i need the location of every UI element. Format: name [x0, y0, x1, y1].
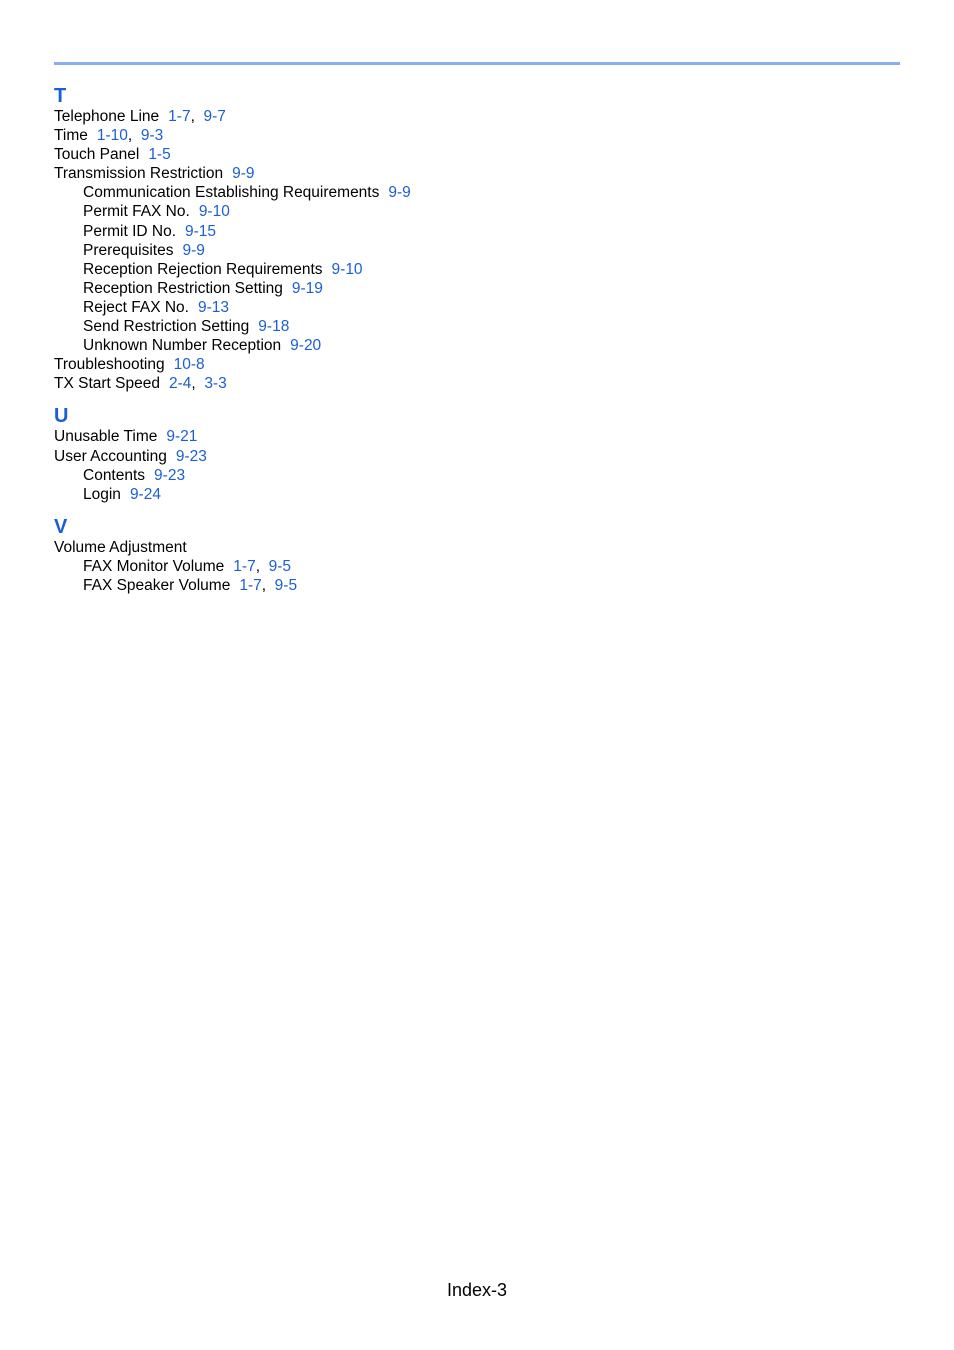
index-entry [54, 447, 900, 466]
index-entry [54, 107, 900, 126]
page-ref-separator: , [261, 576, 275, 594]
entry-term: Unusable Time [54, 428, 158, 446]
entry-term: Touch Panel [54, 146, 140, 164]
section-letter: V [54, 515, 68, 538]
entry-term: Communication Establishing Requirements [83, 184, 380, 202]
entry-term: Reception Restriction Setting [83, 279, 283, 297]
page-ref-separator: , [190, 108, 204, 125]
header-rule [54, 62, 900, 65]
page-ref-separator: , [127, 127, 141, 145]
entry-term: Telephone Line [54, 108, 160, 125]
index-subentry [54, 466, 900, 485]
index-subentry [54, 222, 900, 241]
index-subentry [54, 260, 900, 279]
entry-term: Reject FAX No. [83, 298, 189, 316]
entry-term: Transmission Restriction [54, 165, 224, 183]
entry-term: Contents [83, 466, 146, 484]
page-ref-link[interactable]: 9-9 [182, 241, 205, 259]
index-section-u [54, 406, 900, 503]
page-ref-link[interactable]: 3-3 [204, 375, 227, 393]
page-ref-link[interactable]: 9-19 [291, 279, 323, 297]
index-subentry [54, 279, 900, 298]
page-ref-link[interactable]: 2-4 [168, 375, 192, 393]
entry-term: User Accounting [54, 447, 167, 465]
entry-term: Time [54, 127, 88, 145]
page-ref-link[interactable]: 1-7 [239, 576, 262, 594]
page-refs [239, 577, 297, 594]
page-ref-link[interactable]: 9-15 [185, 222, 217, 240]
index-section-t [54, 86, 900, 393]
page-refs [388, 184, 410, 201]
page-refs [154, 467, 185, 484]
page-refs [258, 318, 289, 335]
page-ref-link[interactable]: 9-24 [129, 485, 161, 503]
page-refs [182, 242, 204, 259]
index-list [54, 86, 900, 608]
page-refs [198, 299, 229, 316]
page-ref-link[interactable]: 1-7 [233, 557, 256, 575]
entry-term: Permit ID No. [83, 222, 177, 240]
page-number: Index-3 [446, 1280, 508, 1300]
page-ref-link[interactable]: 10-8 [173, 356, 205, 374]
page-ref-link[interactable]: 9-5 [274, 576, 298, 594]
index-subentry [54, 485, 900, 504]
page-ref-link[interactable]: 9-5 [268, 557, 292, 575]
page-refs [174, 356, 205, 373]
page-refs [199, 203, 230, 220]
page-ref-link[interactable]: 9-10 [331, 260, 363, 278]
page-refs [233, 558, 291, 575]
entry-term: Reception Rejection Requirements [83, 260, 323, 278]
page-refs [148, 146, 170, 163]
page-refs [292, 280, 323, 297]
index-subentry [54, 298, 900, 317]
page-refs [166, 428, 197, 445]
index-section-v [54, 517, 900, 595]
index-subentry [54, 336, 900, 355]
page-ref-link[interactable]: 9-10 [198, 203, 230, 221]
page-refs [290, 337, 321, 354]
entry-term: FAX Speaker Volume [83, 576, 231, 594]
page-ref-link[interactable]: 9-23 [154, 466, 186, 484]
page-ref-link[interactable]: 9-3 [140, 127, 164, 145]
page-refs [185, 223, 216, 240]
page-ref-link[interactable]: 9-18 [258, 318, 290, 336]
entry-term: Volume Adjustment [54, 538, 187, 556]
entry-term: Troubleshooting [54, 356, 165, 374]
page-refs [168, 108, 226, 125]
page-ref-separator: , [255, 557, 269, 575]
page-refs [130, 486, 161, 503]
page-ref-link[interactable]: 9-7 [203, 108, 226, 125]
page-ref-link[interactable]: 9-9 [232, 165, 255, 183]
page-refs [176, 448, 207, 465]
page-refs [169, 375, 227, 392]
page-ref-link[interactable]: 9-9 [388, 184, 411, 202]
section-letter: U [54, 405, 69, 428]
section-letter: T [54, 85, 67, 107]
index-entry [54, 164, 900, 183]
index-subentry [54, 202, 900, 221]
page-ref-link[interactable]: 9-23 [175, 447, 207, 465]
index-subentry [54, 241, 900, 260]
index-subentry [54, 576, 900, 595]
page-ref-link[interactable]: 1-7 [168, 108, 191, 125]
entry-term: Unknown Number Reception [83, 337, 282, 355]
page-ref-link[interactable]: 1-10 [96, 127, 128, 145]
index-subentry [54, 183, 900, 202]
index-entry [54, 427, 900, 446]
page-refs [332, 261, 363, 278]
entry-term: Send Restriction Setting [83, 318, 250, 336]
entry-term: FAX Monitor Volume [83, 557, 225, 575]
page-ref-link[interactable]: 9-20 [290, 337, 322, 355]
index-subentry [54, 317, 900, 336]
page-ref-link[interactable]: 9-21 [166, 428, 198, 446]
page-ref-link[interactable]: 9-13 [197, 298, 229, 316]
index-entry [54, 145, 900, 164]
page-ref-link[interactable]: 1-5 [148, 146, 171, 164]
index-entry [54, 374, 900, 393]
entry-term: TX Start Speed [54, 375, 160, 393]
page-ref-separator: , [191, 375, 205, 393]
index-subentry [54, 557, 900, 576]
entry-term: Login [83, 485, 121, 503]
index-entry [54, 538, 900, 557]
page-refs [97, 127, 163, 144]
index-entry [54, 126, 900, 145]
entry-term: Permit FAX No. [83, 203, 190, 221]
index-entry [54, 355, 900, 374]
entry-term: Prerequisites [83, 241, 174, 259]
page-refs [232, 165, 254, 182]
